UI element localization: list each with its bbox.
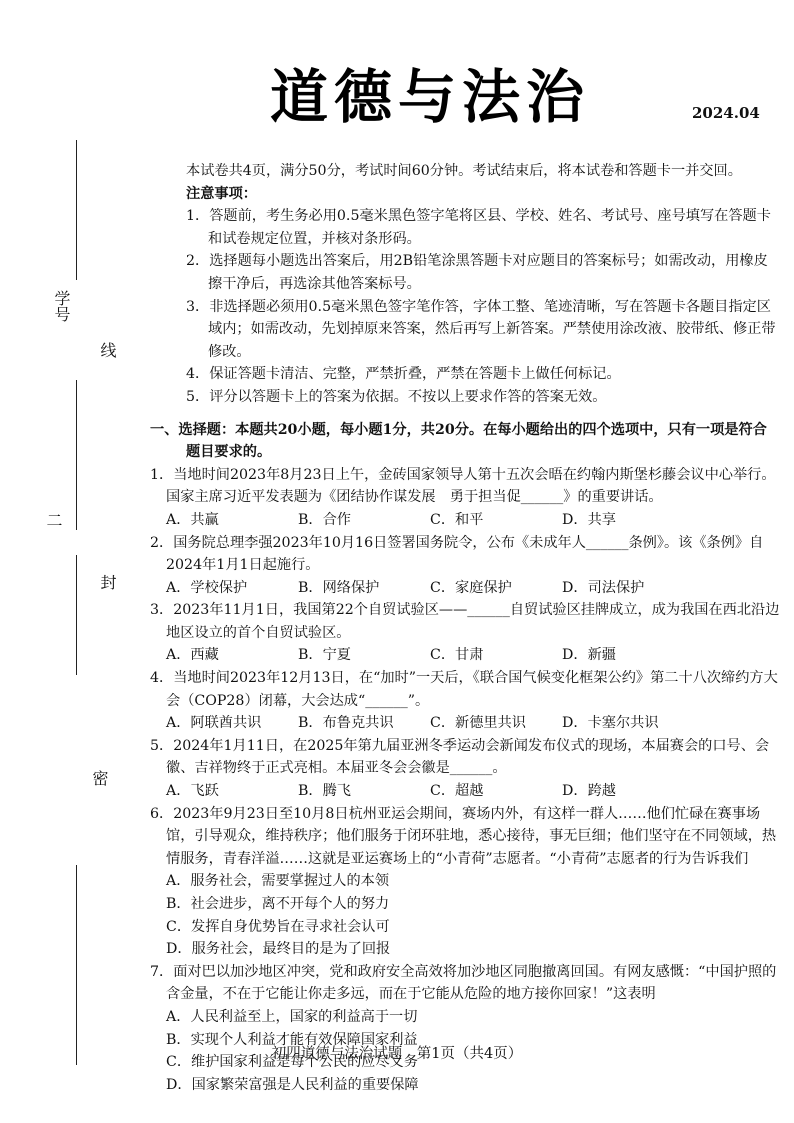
page-footer: 初四道德与法治试题 第1页（共4页）: [271, 1046, 523, 1062]
options-row: [150, 577, 780, 600]
question-stem: 7．面对巴以加沙地区冲突，党和政府安全高效将加沙地区同胞撤离回国。有网友感慨：“中国护照的含金量，不在于它能让你走多远，而在于它能从危险的地方接你回家！”这表明: [150, 963, 777, 1003]
question-stem: 3．2023年11月1日，我国第22个自贸试验区——______自贸试验区挂牌成立，成为我国在西北沿边地区设立的首个自贸试验区。: [150, 602, 780, 641]
margin-label-student-number: 学号: [52, 290, 71, 322]
question-stem: 4．当地时间2023年12月13日，在“加时”一天后，《联合国气候变化框架公约》第二十八次缔约方大会（COP28）闭幕，大会达成“______”。: [150, 670, 778, 709]
option: A．学校保护: [166, 579, 248, 596]
option: D．国家繁荣富强是人民利益的重要保障: [166, 1076, 419, 1093]
exam-date: 2024.04: [692, 104, 760, 122]
option: C．甘肃: [430, 647, 484, 664]
option: C．发挥自身优势旨在寻求社会认可: [166, 918, 390, 935]
options-row: [150, 780, 780, 803]
option: C．维护国家利益是每个公民的应尽义务: [166, 1054, 419, 1071]
question-stem: 2．国务院总理李强2023年10月16日签署国务院令，公布《未成年人______条例》。该《条例》自2024年1月1日起施行。: [150, 534, 764, 574]
option: B．合作: [298, 511, 351, 528]
margin-label-side: 二: [44, 512, 63, 528]
margin-label-line: 线: [98, 342, 117, 358]
question-stem: 5．2024年1月11日，在2025年第九届亚洲冬季运动会新闻发布仪式的现场，本届赛会的口号、会徽、吉祥物终于正式亮相。本届亚冬会会徽是______。: [150, 737, 770, 777]
option: A．西藏: [166, 647, 219, 664]
note-item: 5．评分以答题卡上的答案为依据。不按以上要求作答的答案无效。: [186, 388, 607, 405]
option: C．超越: [430, 783, 484, 800]
note-item: 4．保证答题卡清洁、完整，严禁折叠，严禁在答题卡上做任何标记。: [186, 366, 621, 383]
option: D．卡塞尔共识: [562, 715, 659, 732]
option: B．社会进步，离不开每个人的努力: [166, 896, 390, 912]
exam-content: [150, 160, 780, 1096]
option: D．跨越: [562, 783, 616, 800]
note-item: 1．答题前，考生务必用0.5毫米黑色签字笔将区县、学校、姓名、考试号、座号填写在答题卡和试卷规定位置，并核对条形码。: [186, 208, 771, 247]
intro-text: 本试卷共4页，满分50分，考试时间60分钟。考试结束后，将本试卷和答题卡一并交回。: [186, 163, 742, 179]
options-row: [150, 644, 780, 667]
options-row: [150, 509, 780, 532]
option: B．网络保护: [298, 579, 380, 596]
option: B．实现个人利益才能有效保障国家利益: [166, 1031, 418, 1048]
note-item: 3．非选择题必须用0.5毫米黑色签字笔作答，字体工整、笔迹清晰，写在答题卡各题目指定区域内；如需改动，先划掉原来答案，然后再写上新答案。严禁使用涂改液、胶带纸、修正带修改。: [186, 298, 776, 360]
page-title: 道德与法治: [270, 63, 591, 131]
binding-line-middle: [76, 380, 77, 530]
option: D．司法保护: [562, 579, 645, 596]
option: A．人民利益至上，国家的利益高于一切: [166, 1008, 418, 1025]
option: C．和平: [430, 511, 484, 528]
question-stem: 1．当地时间2023年8月23日上午，金砖国家领导人第十五次会晤在约翰内斯堡杉藤会议中心举行。国家主席习近平发表题为《团结协作谋发展 勇于担当促______》的重要讲话。: [150, 466, 776, 506]
section-heading: 一、选择题：本题共20小题，每小题1分，共20分。在每小题给出的四个选项中，只有一项是符合题目要求的。: [150, 421, 767, 461]
binding-line-lower: [76, 555, 77, 675]
option: C．新德里共识: [430, 715, 526, 732]
notes-title: 注意事项：: [186, 185, 257, 202]
option: D．服务社会，最终目的是为了回报: [166, 941, 391, 958]
option: A．阿联酋共识: [166, 715, 262, 732]
binding-line-top: [76, 140, 77, 280]
option: A．服务社会，需要掌握过人的本领: [166, 873, 390, 890]
option: B．腾飞: [298, 783, 351, 800]
option: C．家庭保护: [430, 579, 512, 596]
binding-line-bottom: [76, 865, 77, 1065]
note-item: 2．选择题每小题选出答案后，用2B铅笔涂黑答题卡对应题目的答案标号；如需改动，用橡皮擦干净后，再选涂其他答案标号。: [186, 253, 768, 292]
option: B．宁夏: [298, 647, 351, 664]
option: B．布鲁克共识: [298, 715, 394, 732]
options-row: [150, 712, 780, 735]
question-stem: 6．2023年9月23日至10月8日杭州亚运会期间，赛场内外，有这样一群人……他们忙碌在赛事场馆，引导观众，维持秩序；他们服务于闭环驻地，悉心接待，事无巨细；他们坚守在不同领域，热情服务，青春洋溢……这就是亚运赛场上的“小青荷”志愿者。“小青荷”志愿者的行为告诉我们: [150, 805, 777, 867]
margin-label-seal: 封: [98, 574, 117, 590]
margin-label-secret: 密: [90, 770, 109, 786]
option: A．飞跃: [166, 783, 219, 800]
option: D．共享: [562, 511, 616, 528]
option: D．新疆: [562, 647, 616, 664]
option: A．共赢: [166, 511, 219, 528]
